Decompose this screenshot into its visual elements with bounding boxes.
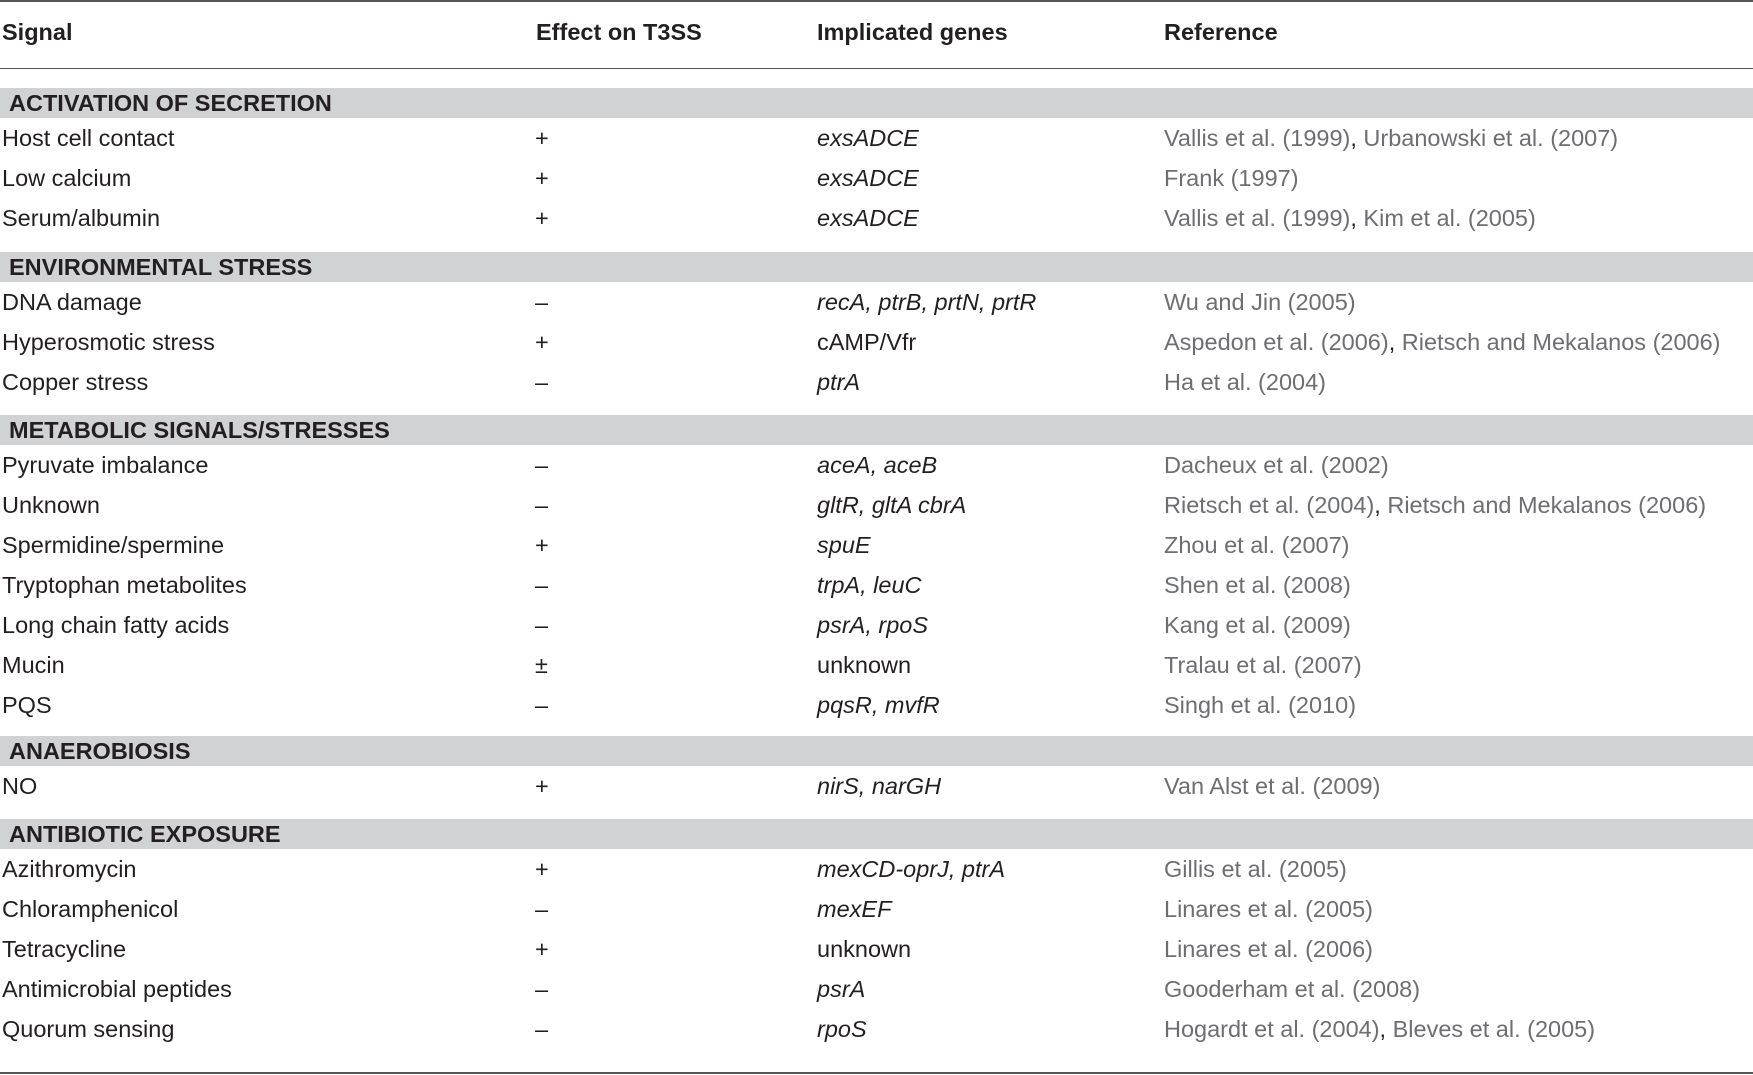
table-row [0, 929, 1753, 969]
reference-link[interactable]: Vallis et al. (1999) [1164, 205, 1351, 231]
signal-cell: Long chain fatty acids [2, 612, 230, 638]
genes-cell: mexCD-oprJ, ptrA [817, 856, 1006, 882]
section-header [0, 819, 1753, 849]
effect-cell: – [535, 896, 549, 922]
effect-cell: – [535, 452, 549, 478]
genes-cell: unknown [817, 652, 912, 678]
reference-cell [1164, 282, 1356, 322]
signal-cell: Quorum sensing [2, 1016, 175, 1042]
reference-link[interactable]: Gillis et al. (2005) [1164, 856, 1347, 882]
effect-cell: – [535, 492, 549, 518]
signal-cell: PQS [2, 692, 52, 718]
reference-link[interactable]: Aspedon et al. (2006) [1164, 329, 1389, 355]
table-row [0, 118, 1753, 158]
table-row [0, 766, 1753, 806]
reference-link[interactable]: Linares et al. (2006) [1164, 936, 1374, 962]
signal-cell: NO [2, 773, 38, 799]
reference-cell [1164, 605, 1351, 645]
genes-cell: exsADCE [817, 205, 919, 231]
header-signal: Signal [2, 19, 73, 45]
genes-cell: rpoS [817, 1016, 867, 1042]
section-header [0, 736, 1753, 766]
signal-cell: Low calcium [2, 165, 132, 191]
signal-cell: Tetracycline [2, 936, 127, 962]
reference-cell [1164, 158, 1299, 198]
header-genes: Implicated genes [817, 19, 1008, 45]
signal-cell: Pyruvate imbalance [2, 452, 209, 478]
signal-cell: Antimicrobial peptides [2, 976, 232, 1002]
reference-link[interactable]: Urbanowski et al. (2007) [1363, 125, 1619, 151]
reference-link[interactable]: Kim et al. (2005) [1363, 205, 1536, 231]
reference-link[interactable]: Hogardt et al. (2004) [1164, 1016, 1380, 1042]
genes-cell: pqsR, mvfR [817, 692, 940, 718]
signal-cell: Serum/albumin [2, 205, 161, 231]
header-effect: Effect on T3SS [536, 19, 702, 45]
section-header [0, 252, 1753, 282]
signal-cell: DNA damage [2, 289, 142, 315]
reference-cell [1164, 525, 1350, 565]
reference-cell: Vallis et al. (1999), Urbanowski et al. (2007) [1164, 125, 1619, 151]
reference-cell: Vallis et al. (1999), Kim et al. (2005) [1164, 205, 1536, 231]
effect-cell: + [535, 773, 549, 799]
genes-cell: gltR, gltA cbrA [817, 492, 967, 518]
reference-link[interactable]: Frank (1997) [1164, 165, 1299, 191]
effect-cell: – [535, 1016, 549, 1042]
reference-link[interactable]: Shen et al. (2008) [1164, 572, 1351, 598]
effect-cell: – [535, 369, 549, 395]
effect-cell: + [535, 856, 549, 882]
reference-link[interactable]: Gooderham et al. (2008) [1164, 976, 1421, 1002]
genes-cell: trpA, leuC [817, 572, 922, 598]
table-row [0, 969, 1753, 1009]
genes-cell: unknown [817, 936, 912, 962]
effect-cell: – [535, 612, 549, 638]
reference-cell [1164, 766, 1380, 806]
genes-cell: exsADCE [817, 125, 919, 151]
section-header [0, 88, 1753, 118]
header-reference: Reference [1164, 19, 1278, 45]
genes-cell: cAMP/Vfr [817, 329, 917, 355]
genes-cell: exsADCE [817, 165, 919, 191]
signal-cell: Tryptophan metabolites [2, 572, 247, 598]
genes-cell: nirS, narGH [817, 773, 942, 799]
reference-link[interactable]: Kang et al. (2009) [1164, 612, 1351, 638]
effect-cell: – [535, 572, 549, 598]
genes-cell: recA, ptrB, prtN, prtR [817, 289, 1037, 315]
signal-cell: Spermidine/spermine [2, 532, 225, 558]
reference-link[interactable]: Tralau et al. (2007) [1164, 652, 1362, 678]
effect-cell: + [535, 205, 549, 231]
effect-cell: ± [535, 652, 548, 678]
table-row [0, 605, 1753, 645]
section-title: ACTIVATION OF SECRETION [9, 90, 332, 116]
table-row [0, 525, 1753, 565]
reference-link[interactable]: Bleves et al. (2005) [1392, 1016, 1596, 1042]
table-row [0, 282, 1753, 322]
effect-cell: + [535, 165, 549, 191]
signal-cell: Mucin [2, 652, 65, 678]
table-row [0, 362, 1753, 402]
reference-cell [1164, 445, 1389, 485]
effect-cell: + [535, 125, 549, 151]
section-header [0, 415, 1753, 445]
bottom-rule [0, 1072, 1753, 1074]
reference-cell: Hogardt et al. (2004), Bleves et al. (2005) [1164, 1016, 1596, 1042]
reference-link[interactable]: Vallis et al. (1999) [1164, 125, 1351, 151]
signal-cell: Hyperosmotic stress [2, 329, 215, 355]
table-row [0, 849, 1753, 889]
reference-link[interactable]: Singh et al. (2010) [1164, 692, 1357, 718]
table-row [0, 889, 1753, 929]
table-row [0, 1009, 1753, 1049]
genes-cell: mexEF [817, 896, 892, 922]
effect-cell: – [535, 289, 549, 315]
effect-cell: – [535, 976, 549, 1002]
reference-link[interactable]: Dacheux et al. (2002) [1164, 452, 1389, 478]
signal-cell: Copper stress [2, 369, 149, 395]
table-header [0, 2, 1753, 68]
reference-cell [1164, 645, 1362, 685]
effect-cell: + [535, 936, 549, 962]
reference-link[interactable]: Zhou et al. (2007) [1164, 532, 1350, 558]
signal-cell: Azithromycin [2, 856, 137, 882]
section-title: ANAEROBIOSIS [9, 738, 191, 764]
reference-cell [1164, 849, 1347, 889]
reference-cell [1164, 685, 1356, 725]
section-title: METABOLIC SIGNALS/STRESSES [9, 417, 390, 443]
reference-cell [1164, 362, 1326, 402]
section-title: ANTIBIOTIC EXPOSURE [9, 821, 281, 847]
genes-cell: ptrA [817, 369, 861, 395]
table-row [0, 158, 1753, 198]
reference-cell: Rietsch et al. (2004), Rietsch and Mekalanos (2006) [1164, 492, 1707, 518]
reference-link[interactable]: Ha et al. (2004) [1164, 369, 1326, 395]
reference-cell [1164, 969, 1420, 1009]
header-rule [0, 68, 1753, 69]
genes-cell: spuE [817, 532, 871, 558]
table-row [0, 322, 1753, 362]
reference-link[interactable]: Rietsch and Mekalanos (2006) [1401, 329, 1721, 355]
table-row [0, 565, 1753, 605]
genes-cell: aceA, aceB [817, 452, 938, 478]
effect-cell: + [535, 329, 549, 355]
effect-cell: – [535, 692, 549, 718]
reference-cell [1164, 565, 1351, 605]
table-row [0, 485, 1753, 525]
reference-link[interactable]: Wu and Jin (2005) [1164, 289, 1356, 315]
reference-cell: Aspedon et al. (2006), Rietsch and Mekalanos (2006) [1164, 329, 1721, 355]
reference-cell [1164, 889, 1373, 929]
reference-link[interactable]: Van Alst et al. (2009) [1164, 773, 1381, 799]
table-row [0, 445, 1753, 485]
reference-cell [1164, 929, 1373, 969]
genes-cell: psrA [817, 976, 866, 1002]
reference-link[interactable]: Rietsch and Mekalanos (2006) [1387, 492, 1707, 518]
table-row [0, 685, 1753, 725]
signal-cell: Host cell contact [2, 125, 175, 151]
reference-link[interactable]: Rietsch et al. (2004) [1164, 492, 1375, 518]
table-row [0, 198, 1753, 238]
effect-cell: + [535, 532, 549, 558]
table-row [0, 645, 1753, 685]
signal-cell: Unknown [2, 492, 100, 518]
section-title: ENVIRONMENTAL STRESS [9, 254, 313, 280]
reference-link[interactable]: Linares et al. (2005) [1164, 896, 1374, 922]
genes-cell: psrA, rpoS [817, 612, 929, 638]
signal-cell: Chloramphenicol [2, 896, 179, 922]
